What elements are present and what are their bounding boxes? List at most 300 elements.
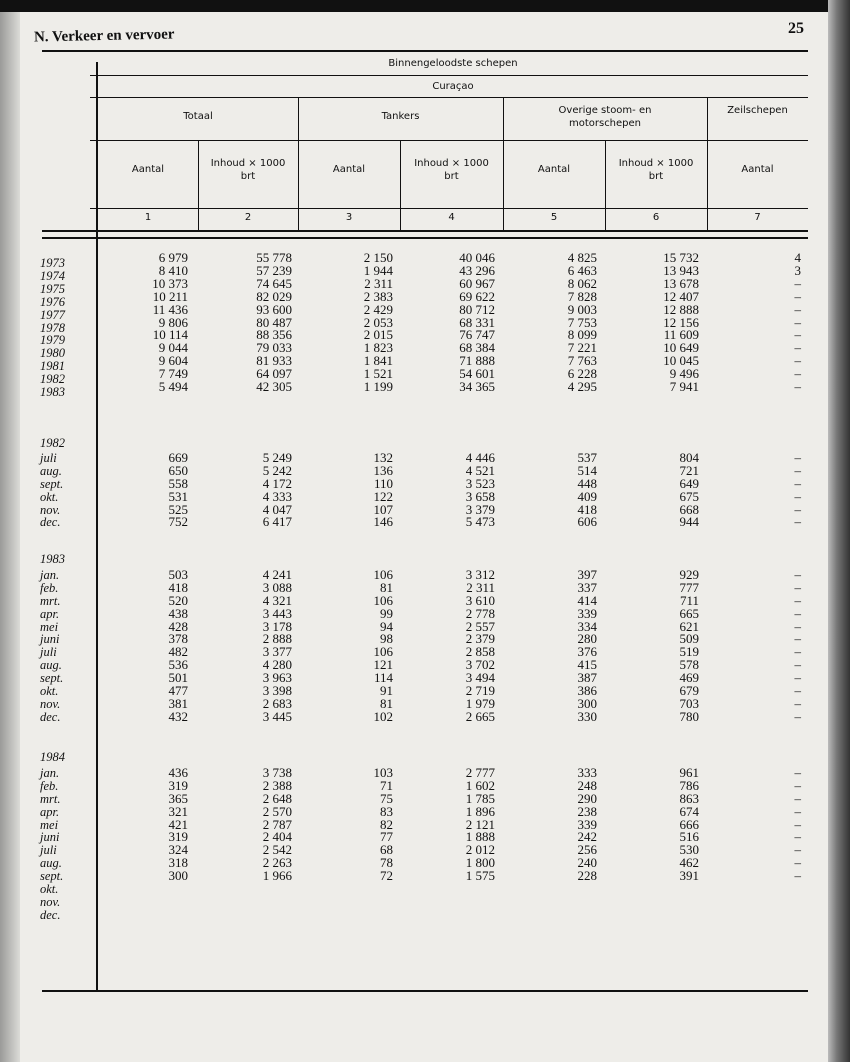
row-label: sept. [40,869,64,884]
table-cell: 4 825 [567,250,597,265]
table-cell: 57 239 [256,262,292,278]
row-label: sept. [40,671,64,686]
table-cell: 80 487 [256,314,292,330]
table-cell: 11 609 [663,327,699,343]
table-cell: 8 410 [158,262,188,278]
row-label: aug. [40,856,62,871]
table-cell: 421 [168,816,188,832]
table-cell: 8 062 [567,275,597,291]
table-cell: – [794,695,801,711]
row-label: okt. [40,684,59,698]
table-cell: 7 221 [567,340,597,356]
table-cell: 9 496 [669,366,699,382]
table-cell: 3 738 [262,764,292,780]
table-cell: 4 280 [262,657,292,673]
table-cell: 752 [168,514,188,530]
period-heading: 1982 [40,436,65,450]
table-cell: 114 [373,670,393,686]
table-cell: 436 [168,764,188,780]
table-cell: 132 [373,449,393,465]
table-cell: 448 [577,475,597,491]
table-cell: 290 [577,790,597,806]
row-label: 1980 [40,346,65,361]
table-cell: 55 778 [256,250,292,265]
table-cell: 415 [577,657,597,673]
table-cell: – [794,605,801,621]
table-cell: 2 888 [262,631,292,647]
row-label: 1978 [40,320,65,335]
table-cell: 10 114 [152,327,188,343]
table-cell: 15 732 [663,250,699,265]
table-cell: – [794,618,801,634]
table-cell: 82 [380,816,393,832]
table-cell: – [794,501,801,517]
table-cell: 649 [679,475,699,491]
table-cell: 7 941 [669,379,699,394]
table-cell: 2 683 [262,695,292,711]
table-cell: 1 823 [363,340,393,356]
table-cell: 248 [577,777,597,793]
table-cell: 1 575 [465,868,495,884]
row-label: okt. [40,489,59,504]
table-cell: – [794,764,801,780]
column-header: Inhoud × 1000 brt [210,158,286,182]
table-cell: 606 [577,514,597,530]
row-label: dec. [40,515,61,530]
table-cell: 81 933 [256,353,292,369]
table-cell: 80 712 [459,301,495,317]
table-cell: 5 242 [262,462,292,478]
table-cell: 2 542 [262,842,292,858]
table-cell: – [794,340,801,356]
table-cell: 3 379 [465,501,495,517]
table-cell: 12 156 [663,314,699,330]
table-cell: – [794,644,801,660]
table-cell: 4 047 [262,501,292,517]
table-cell: 136 [373,462,393,478]
row-label: 1982 [40,372,65,387]
table-cell: 1 888 [465,829,495,845]
table-cell: 1 966 [262,868,292,884]
table-cell: 1 896 [465,803,495,819]
table-cell: 2 719 [465,683,495,698]
column-number: 2 [244,212,252,223]
table-cell: 337 [577,579,597,595]
table-cell: 334 [577,618,597,634]
table-cell: – [794,868,801,884]
table-cell: 537 [577,449,597,465]
table-cell: 621 [679,618,699,634]
table-cell: 107 [373,501,393,517]
table-cell: 2 053 [363,314,393,330]
row-label: juli [40,843,57,858]
row-label: 1983 [40,385,65,399]
table-cell: 3 494 [465,670,495,686]
table-cell: 675 [679,488,699,504]
row-label: nov. [40,696,61,711]
table-cell: 2 570 [262,803,292,819]
table-cell: 558 [168,475,188,491]
column-header: Aantal [741,164,774,175]
table-cell: 122 [373,488,393,504]
table-cell: 79 033 [256,340,292,356]
table-cell: 76 747 [459,327,495,343]
table-cell: 98 [380,631,393,647]
table-cell: 929 [679,566,699,582]
table-cell: 64 097 [256,366,292,382]
row-label: juli [40,450,57,465]
table-cell: 4 295 [567,379,597,394]
row-label: jan. [40,765,60,780]
table-cell: 106 [373,566,393,582]
table-cell: 4 333 [262,488,292,504]
group-header-tankers: Tankers [381,111,420,122]
row-label: 1979 [40,333,65,348]
row-label: apr. [40,804,60,819]
table-cell: – [794,657,801,673]
table-cell: 1 800 [465,855,495,871]
table-cell: 418 [577,501,597,517]
table-cell: 2 648 [262,790,292,806]
table-cell: 9 044 [158,340,188,356]
table-subtitle: Curaçao [432,81,474,92]
table-cell: 711 [679,592,699,608]
table-cell: 242 [577,829,597,845]
row-label: dec. [40,709,61,724]
table-cell: 944 [679,514,699,530]
table-cell: 91 [380,683,393,698]
table-cell: 71 888 [459,353,495,369]
rule [42,230,808,232]
column-header: Inhoud × 1000 brt [618,158,694,182]
table-cell: 520 [168,592,188,608]
table-cell: 3 445 [262,708,292,724]
table-cell: 2 311 [466,579,495,595]
row-label: juni [40,632,60,647]
table-cell: 780 [679,708,699,724]
table-cell: 333 [577,764,597,780]
table-cell: 74 645 [256,275,292,291]
table-cell: 6 979 [158,250,188,265]
table-cell: 432 [168,708,188,724]
table-cell: 43 296 [459,262,495,278]
table-cell: 330 [577,708,597,724]
table-cell: 4 172 [262,475,292,491]
table-cell: 8 099 [567,327,597,343]
table-cell: 4 521 [465,462,495,478]
table-cell: 666 [679,816,699,832]
row-label: juli [40,645,57,660]
table-cell: 519 [679,644,699,660]
table-cell: 318 [168,855,188,871]
table-cell: 387 [577,670,597,686]
table-cell: 578 [679,657,699,673]
table-cell: – [794,566,801,582]
table-cell: – [794,488,801,504]
table-cell: 503 [168,566,188,582]
table-cell: 94 [380,618,393,634]
table-top-rule [42,50,808,52]
table-cell: 68 331 [459,314,495,330]
table-cell: – [794,275,801,291]
table-cell: 106 [373,592,393,608]
table-cell: 668 [679,501,699,517]
table-cell: 238 [577,803,597,819]
table-cell: 3 610 [465,592,495,608]
table-cell: 462 [679,855,699,871]
table-cell: 324 [168,842,188,858]
row-label: feb. [40,778,59,793]
table-cell: 83 [380,803,393,819]
table-cell: 531 [168,488,188,504]
table-cell: 2 787 [262,816,292,832]
table-cell: 665 [679,605,699,621]
table-cell: 10 373 [152,275,188,291]
table-cell: 13 678 [663,275,699,291]
table-cell: 482 [168,644,188,660]
table-cell: 121 [373,657,393,673]
rule [90,97,808,98]
table-cell: 4 241 [262,566,292,582]
table-bottom-rule [42,990,808,992]
table-cell: 4 446 [465,449,495,465]
table-cell: 1 785 [465,790,495,806]
table-cell: 6 228 [567,366,597,382]
table-cell: 7 749 [158,366,188,382]
row-label: 1974 [40,268,65,283]
table-cell: – [794,683,801,698]
table-cell: – [794,288,801,304]
row-label: dec. [40,907,61,922]
table-cell: 40 046 [459,250,495,265]
table-title: Binnengeloodste schepen [388,58,518,69]
table-cell: 110 [373,475,393,491]
table-cell: 414 [577,592,597,608]
column-number: 5 [550,212,558,223]
table-cell: 10 211 [152,288,188,304]
table-cell: 679 [679,683,699,698]
table-cell: – [794,855,801,871]
row-label: nov. [40,502,61,517]
page-number: 25 [788,20,804,37]
table-cell: – [794,514,801,530]
table-cell: 2 121 [465,816,495,832]
table-cell: 2 404 [262,829,292,845]
table-cell: 703 [679,695,699,711]
table-cell: 4 321 [262,592,292,608]
table-cell: – [794,327,801,343]
table-cell: 71 [380,777,393,793]
table-cell: 106 [373,644,393,660]
group-header-zeilschepen: Zeilschepen [727,105,788,116]
table-cell: 2 429 [363,301,393,317]
column-header: Inhoud × 1000 brt [414,158,489,182]
table-cell: 9 806 [158,314,188,330]
table-cell: 1 944 [363,262,393,278]
table-cell: – [794,816,801,832]
table-cell: 674 [679,803,699,819]
column-header: Aantal [537,164,571,175]
table-cell: 1 602 [465,777,495,793]
table-cell: 3 377 [262,644,292,660]
table-cell: 339 [577,816,597,832]
table-cell: – [794,592,801,608]
table-cell: 530 [679,842,699,858]
table-cell: 339 [577,605,597,621]
row-label: sept. [40,476,64,491]
table-cell: 2 263 [262,855,292,871]
table-cell: 75 [380,790,393,806]
table-cell: 376 [577,644,597,660]
table-cell: 2 379 [465,631,495,647]
table-cell: 228 [577,868,597,884]
table-cell: – [794,379,801,394]
row-label: 1973 [40,256,65,270]
table-cell: 721 [679,462,699,478]
table-cell: 11 436 [152,301,188,317]
table-cell: 2 150 [363,250,393,265]
table-cell: 1 199 [363,379,393,394]
rule [90,75,808,76]
table-cell: – [794,462,801,478]
table-cell: 509 [679,631,699,647]
table-cell: 514 [577,462,597,478]
table-cell: 2 388 [262,777,292,793]
column-header: Aantal [332,164,366,175]
table-cell: 516 [679,829,699,845]
header-bottom-rule [42,237,808,239]
table-cell: 3 658 [465,488,495,504]
stub-divider [96,62,98,992]
table-cell: – [794,301,801,317]
table-cell: 3 312 [465,566,495,582]
table-cell: – [794,449,801,465]
table-cell: 7 753 [567,314,597,330]
page-binding-edge [0,0,20,1062]
table-cell: 6 463 [567,262,597,278]
table-cell: 428 [168,618,188,634]
column-number: 1 [144,212,152,223]
table-cell: – [794,353,801,369]
table-cell: 280 [577,631,597,647]
table-cell: 418 [168,579,188,595]
table-cell: 300 [577,695,597,711]
row-label: juni [40,830,60,845]
table-cell: 501 [168,670,188,686]
table-cell: 1 841 [363,353,393,369]
table-cell: 72 [380,868,393,884]
table-cell: – [794,829,801,845]
table-cell: 3 702 [465,657,495,673]
table-cell: 1 979 [465,695,495,711]
table-cell: 3 398 [262,683,292,698]
table-cell: 3 523 [465,475,495,491]
table-cell: 54 601 [459,366,495,382]
table-cell: 3 088 [262,579,292,595]
scan-border [0,0,850,12]
table-cell: 1 521 [363,366,393,382]
table-cell: 60 967 [459,275,495,291]
table-cell: 5 494 [158,379,188,394]
table-cell: 438 [168,605,188,621]
row-label: 1977 [40,307,65,322]
table-cell: 525 [168,501,188,517]
table-cell: 2 015 [363,327,393,343]
column-header: Aantal [131,164,165,175]
row-label: apr. [40,606,60,621]
group-header-totaal: Totaal [183,111,213,122]
table-cell: 93 600 [256,301,292,317]
row-label: nov. [40,894,61,909]
row-label: aug. [40,463,62,478]
table-cell: 10 649 [663,340,699,356]
table-cell: – [794,790,801,806]
table-cell: 5 249 [262,449,292,465]
table-cell: 240 [577,855,597,871]
table-cell: – [794,842,801,858]
table-cell: 10 045 [663,353,699,369]
table-cell: 2 557 [465,618,495,634]
group-header-overige: Overige stoom- en motorschepen [558,105,652,129]
table-cell: 477 [168,683,188,698]
table-cell: 386 [577,683,597,698]
table-cell: 42 305 [256,379,292,394]
table-cell: – [794,777,801,793]
table-cell: 777 [679,579,699,595]
table-cell: 2 777 [465,764,495,780]
column-number: 6 [652,212,660,223]
period-heading: 1984 [40,750,65,764]
table-cell: 13 943 [663,262,699,278]
table-cell: 103 [373,764,393,780]
table-cell: 2 858 [465,644,495,660]
page-stack-edge [828,0,850,1062]
column-number: 7 [754,212,761,223]
table-cell: 12 888 [663,301,699,317]
row-label: aug. [40,658,62,673]
row-label: mrt. [40,593,61,608]
table-cell: 6 417 [262,514,292,530]
table-cell: 804 [679,449,699,465]
table-cell: 5 473 [465,514,495,530]
table-cell: 2 778 [465,605,495,621]
table-cell: 81 [380,579,393,595]
table-cell: 409 [577,488,597,504]
table-cell: 7 828 [567,288,597,304]
table-cell: 68 384 [459,340,495,356]
table-cell: 2 012 [465,842,495,858]
table-cell: 68 [380,842,393,858]
table-cell: 961 [679,764,699,780]
table-cell: 3 963 [262,670,292,686]
table-cell: 469 [679,670,699,686]
row-label: 1976 [40,294,65,309]
table-cell: 300 [168,868,188,884]
table-cell: 786 [679,777,699,793]
table-cell: 9 003 [567,301,597,317]
row-label: jan. [40,567,60,582]
table-cell: 146 [373,514,393,530]
table-cell: 12 407 [663,288,699,304]
table-cell: 2 665 [465,708,495,724]
table-cell: 34 365 [459,379,495,394]
table-cell: – [794,366,801,382]
row-label: mei [40,619,59,634]
table-cell: 669 [168,449,188,465]
table-cell: 9 604 [158,353,188,369]
table-cell: 397 [577,566,597,582]
period-heading: 1983 [40,552,65,566]
